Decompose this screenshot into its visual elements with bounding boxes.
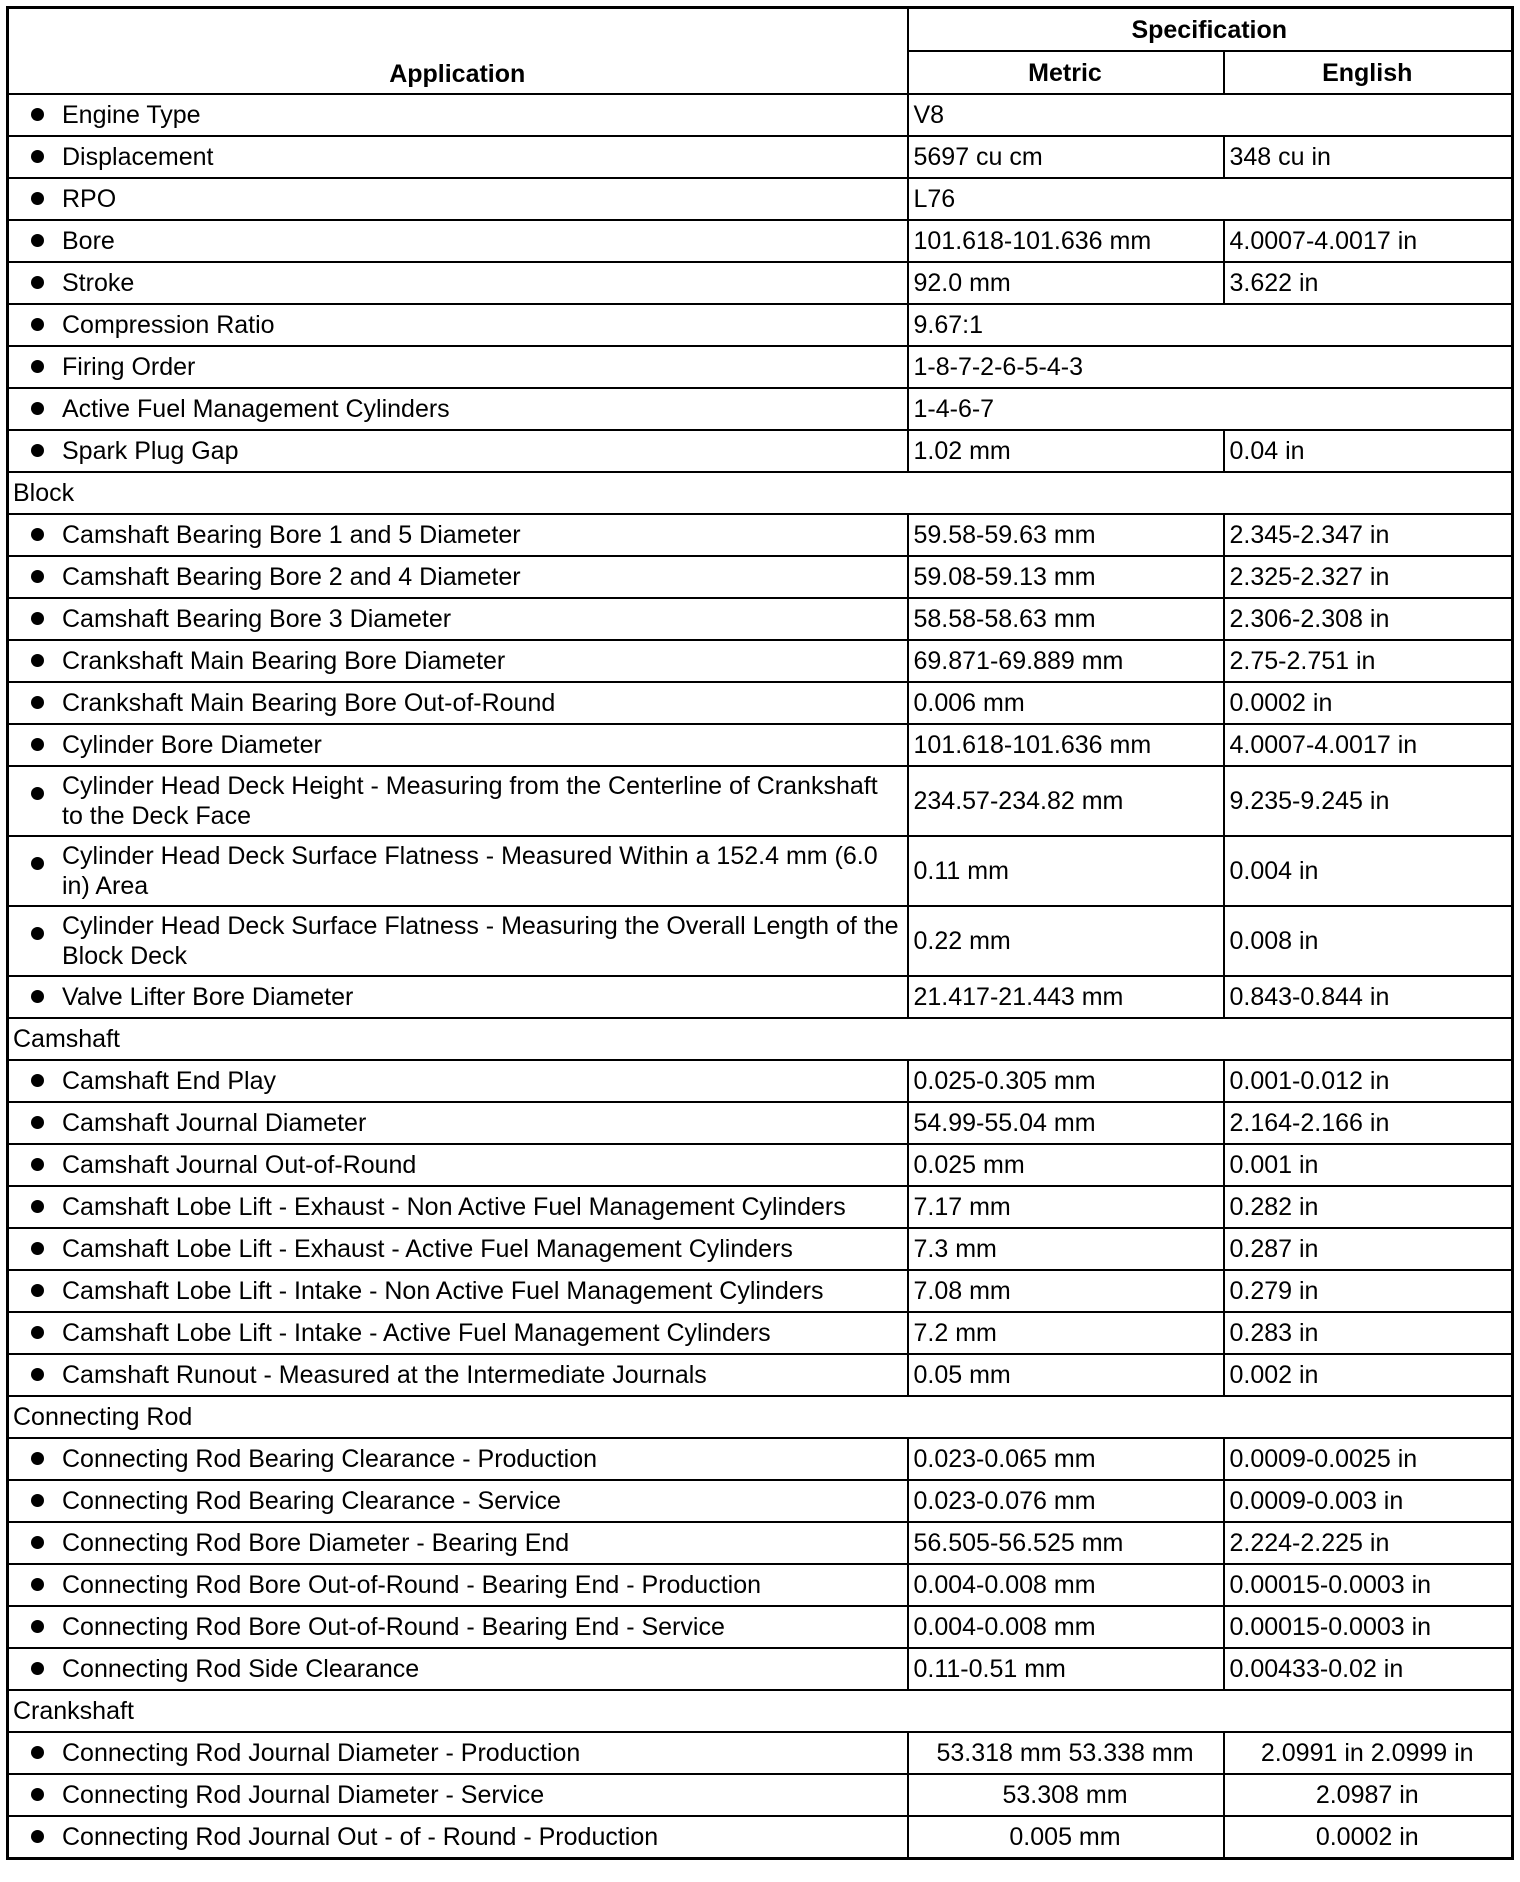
- metric-value: 59.08-59.13 mm: [908, 556, 1224, 598]
- application-label: Connecting Rod Bore Out-of-Round - Bearing End - Service: [62, 1613, 725, 1641]
- table-row: [8, 556, 1513, 598]
- metric-value: 53.308 mm: [908, 1774, 1224, 1816]
- application-label: Cylinder Head Deck Surface Flatness - Measured Within a 152.4 mm (6.0 in) Area: [62, 842, 878, 900]
- metric-value: 56.505-56.525 mm: [908, 1522, 1224, 1564]
- application-cell: [8, 598, 908, 640]
- application-cell: [8, 1102, 908, 1144]
- application-cell: [8, 682, 908, 724]
- bullet-icon: [31, 108, 44, 121]
- application-label: Camshaft Bearing Bore 2 and 4 Diameter: [62, 563, 521, 591]
- metric-value: 59.58-59.63 mm: [908, 514, 1224, 556]
- english-value: 0.0002 in: [1224, 1816, 1513, 1859]
- bullet-icon: [31, 1116, 44, 1129]
- application-label: Connecting Rod Bearing Clearance - Service: [62, 1487, 561, 1515]
- bullet-icon: [31, 1662, 44, 1675]
- application-cell: [8, 1564, 908, 1606]
- application-cell: [8, 1774, 908, 1816]
- english-value: 2.325-2.327 in: [1224, 556, 1513, 598]
- bullet-icon: [31, 1494, 44, 1507]
- spec-table-container: [6, 6, 1511, 1860]
- english-value: 0.287 in: [1224, 1228, 1513, 1270]
- bullet-icon: [31, 402, 44, 415]
- english-value: 0.008 in: [1224, 906, 1513, 976]
- application-cell: [8, 556, 908, 598]
- metric-value: 0.22 mm: [908, 906, 1224, 976]
- table-row: [8, 1774, 1513, 1816]
- english-value: 0.0009-0.003 in: [1224, 1480, 1513, 1522]
- application-cell: [8, 430, 908, 472]
- english-value: 2.0987 in: [1224, 1774, 1513, 1816]
- table-row: [8, 262, 1513, 304]
- metric-value: 69.871-69.889 mm: [908, 640, 1224, 682]
- bullet-icon: [31, 990, 44, 1003]
- application-label: Spark Plug Gap: [62, 437, 239, 465]
- application-label: Cylinder Bore Diameter: [62, 731, 322, 759]
- english-value: 2.306-2.308 in: [1224, 598, 1513, 640]
- application-label: Firing Order: [62, 353, 196, 381]
- metric-value: 9.67:1: [908, 304, 1513, 346]
- english-value: 0.001 in: [1224, 1144, 1513, 1186]
- application-cell: [8, 1060, 908, 1102]
- bullet-icon: [31, 1074, 44, 1087]
- metric-value: 0.025-0.305 mm: [908, 1060, 1224, 1102]
- metric-value: 5697 cu cm: [908, 136, 1224, 178]
- application-label: Connecting Rod Bearing Clearance - Production: [62, 1445, 598, 1473]
- header-metric: Metric: [908, 51, 1224, 94]
- section-title: Connecting Rod: [8, 1396, 1513, 1438]
- metric-value: 0.006 mm: [908, 682, 1224, 724]
- english-value: 0.0002 in: [1224, 682, 1513, 724]
- table-row: [8, 178, 1513, 220]
- bullet-icon: [31, 1284, 44, 1297]
- english-value: 0.04 in: [1224, 430, 1513, 472]
- english-value: 0.00015-0.0003 in: [1224, 1606, 1513, 1648]
- metric-value: 234.57-234.82 mm: [908, 766, 1224, 836]
- application-cell: [8, 1480, 908, 1522]
- table-body: [8, 94, 1513, 1859]
- table-row: [8, 514, 1513, 556]
- table-row: [8, 1732, 1513, 1774]
- bullet-icon: [31, 654, 44, 667]
- bullet-icon: [31, 1242, 44, 1255]
- application-label: Bore: [62, 227, 115, 255]
- bullet-icon: [31, 1158, 44, 1171]
- bullet-icon: [31, 1200, 44, 1213]
- metric-value: 7.3 mm: [908, 1228, 1224, 1270]
- metric-value: V8: [908, 94, 1513, 136]
- bullet-icon: [31, 1326, 44, 1339]
- bullet-icon: [31, 1620, 44, 1633]
- metric-value: 1.02 mm: [908, 430, 1224, 472]
- metric-value: 0.023-0.076 mm: [908, 1480, 1224, 1522]
- english-value: 348 cu in: [1224, 136, 1513, 178]
- application-label: Cylinder Head Deck Surface Flatness - Measuring the Overall Length of the Block Deck: [62, 912, 899, 970]
- bullet-icon: [31, 1578, 44, 1591]
- english-value: 2.164-2.166 in: [1224, 1102, 1513, 1144]
- application-cell: [8, 1816, 908, 1859]
- application-cell: [8, 1438, 908, 1480]
- application-label: Camshaft Runout - Measured at the Intermediate Journals: [62, 1361, 707, 1389]
- metric-value: 0.004-0.008 mm: [908, 1564, 1224, 1606]
- table-row: [8, 976, 1513, 1018]
- table-row: [8, 1312, 1513, 1354]
- table-row: [8, 1480, 1513, 1522]
- metric-value: 1-4-6-7: [908, 388, 1513, 430]
- bullet-icon: [31, 857, 44, 870]
- table-row: [8, 1816, 1513, 1859]
- bullet-icon: [31, 1830, 44, 1843]
- table-row: [8, 682, 1513, 724]
- table-row: [8, 1438, 1513, 1480]
- header-specification: Specification: [908, 8, 1513, 52]
- application-cell: [8, 1732, 908, 1774]
- application-label: Camshaft Bearing Bore 3 Diameter: [62, 605, 452, 633]
- application-label: Engine Type: [62, 101, 201, 129]
- metric-value: 0.005 mm: [908, 1816, 1224, 1859]
- metric-value: 58.58-58.63 mm: [908, 598, 1224, 640]
- table-row: [8, 304, 1513, 346]
- bullet-icon: [31, 150, 44, 163]
- application-label: Camshaft End Play: [62, 1067, 276, 1095]
- application-cell: [8, 1606, 908, 1648]
- table-row: [8, 136, 1513, 178]
- english-value: 0.00015-0.0003 in: [1224, 1564, 1513, 1606]
- application-cell: [8, 1522, 908, 1564]
- application-cell: [8, 94, 908, 136]
- application-label: Camshaft Lobe Lift - Exhaust - Non Active Fuel Management Cylinders: [62, 1193, 846, 1221]
- bullet-icon: [31, 787, 44, 800]
- table-row: [8, 1606, 1513, 1648]
- english-value: 0.0009-0.0025 in: [1224, 1438, 1513, 1480]
- application-cell: [8, 220, 908, 262]
- bullet-icon: [31, 1788, 44, 1801]
- english-value: 0.279 in: [1224, 1270, 1513, 1312]
- application-label: Valve Lifter Bore Diameter: [62, 983, 354, 1011]
- application-label: Camshaft Journal Diameter: [62, 1109, 367, 1137]
- table-row: [8, 906, 1513, 976]
- english-value: 0.843-0.844 in: [1224, 976, 1513, 1018]
- table-row: [8, 1564, 1513, 1606]
- application-label: Stroke: [62, 269, 135, 297]
- application-label: Connecting Rod Journal Diameter - Production: [62, 1739, 581, 1767]
- english-value: 0.004 in: [1224, 836, 1513, 906]
- metric-value: 101.618-101.636 mm: [908, 220, 1224, 262]
- metric-value: 0.025 mm: [908, 1144, 1224, 1186]
- application-label: Crankshaft Main Bearing Bore Diameter: [62, 647, 506, 675]
- metric-value: 53.318 mm 53.338 mm: [908, 1732, 1224, 1774]
- application-cell: [8, 766, 908, 836]
- application-label: Displacement: [62, 143, 214, 171]
- section-title: Camshaft: [8, 1018, 1513, 1060]
- bullet-icon: [31, 696, 44, 709]
- table-row: [8, 1354, 1513, 1396]
- english-value: 2.345-2.347 in: [1224, 514, 1513, 556]
- table-row: [8, 598, 1513, 640]
- english-value: 9.235-9.245 in: [1224, 766, 1513, 836]
- metric-value: 1-8-7-2-6-5-4-3: [908, 346, 1513, 388]
- english-value: 0.282 in: [1224, 1186, 1513, 1228]
- metric-value: 0.11 mm: [908, 836, 1224, 906]
- bullet-icon: [31, 1452, 44, 1465]
- english-value: 0.00433-0.02 in: [1224, 1648, 1513, 1690]
- english-value: 0.283 in: [1224, 1312, 1513, 1354]
- application-cell: [8, 136, 908, 178]
- application-label: Camshaft Lobe Lift - Intake - Active Fuel Management Cylinders: [62, 1319, 771, 1347]
- bullet-icon: [31, 360, 44, 373]
- metric-value: L76: [908, 178, 1513, 220]
- bullet-icon: [31, 234, 44, 247]
- application-label: Compression Ratio: [62, 311, 275, 339]
- section-row: [8, 1018, 1513, 1060]
- table-row: [8, 388, 1513, 430]
- english-value: 2.224-2.225 in: [1224, 1522, 1513, 1564]
- metric-value: 0.023-0.065 mm: [908, 1438, 1224, 1480]
- application-label: Connecting Rod Journal Diameter - Service: [62, 1781, 545, 1809]
- application-cell: [8, 1144, 908, 1186]
- bullet-icon: [31, 528, 44, 541]
- table-row: [8, 1102, 1513, 1144]
- application-label: RPO: [62, 185, 117, 213]
- table-row: [8, 430, 1513, 472]
- application-cell: [8, 178, 908, 220]
- table-row: [8, 1228, 1513, 1270]
- metric-value: 0.11-0.51 mm: [908, 1648, 1224, 1690]
- english-value: 3.622 in: [1224, 262, 1513, 304]
- section-row: [8, 1396, 1513, 1438]
- application-cell: [8, 724, 908, 766]
- bullet-icon: [31, 570, 44, 583]
- table-row: [8, 766, 1513, 836]
- application-label: Connecting Rod Bore Out-of-Round - Bearing End - Production: [62, 1571, 761, 1599]
- header-english: English: [1224, 51, 1513, 94]
- application-cell: [8, 1354, 908, 1396]
- metric-value: 7.08 mm: [908, 1270, 1224, 1312]
- bullet-icon: [31, 1536, 44, 1549]
- application-cell: [8, 836, 908, 906]
- section-row: [8, 472, 1513, 514]
- table-row: [8, 346, 1513, 388]
- header-application: Application: [8, 8, 908, 95]
- table-row: [8, 1186, 1513, 1228]
- section-title: Block: [8, 472, 1513, 514]
- english-value: 0.002 in: [1224, 1354, 1513, 1396]
- application-cell: [8, 1186, 908, 1228]
- application-cell: [8, 1648, 908, 1690]
- metric-value: 0.05 mm: [908, 1354, 1224, 1396]
- application-cell: [8, 1270, 908, 1312]
- bullet-icon: [31, 444, 44, 457]
- metric-value: 7.2 mm: [908, 1312, 1224, 1354]
- table-row: [8, 640, 1513, 682]
- application-cell: [8, 906, 908, 976]
- bullet-icon: [31, 192, 44, 205]
- table-row: [8, 94, 1513, 136]
- bullet-icon: [31, 318, 44, 331]
- application-cell: [8, 976, 908, 1018]
- application-label: Cylinder Head Deck Height - Measuring from the Centerline of Crankshaft to the Deck Face: [62, 772, 878, 830]
- bullet-icon: [31, 612, 44, 625]
- application-cell: [8, 1312, 908, 1354]
- specification-table: [6, 6, 1514, 1860]
- table-row: [8, 1522, 1513, 1564]
- application-cell: [8, 388, 908, 430]
- application-cell: [8, 1228, 908, 1270]
- english-value: 0.001-0.012 in: [1224, 1060, 1513, 1102]
- application-label: Camshaft Journal Out-of-Round: [62, 1151, 417, 1179]
- metric-value: 7.17 mm: [908, 1186, 1224, 1228]
- english-value: 4.0007-4.0017 in: [1224, 220, 1513, 262]
- english-value: 2.0991 in 2.0999 in: [1224, 1732, 1513, 1774]
- application-label: Connecting Rod Bore Diameter - Bearing End: [62, 1529, 570, 1557]
- table-row: [8, 1060, 1513, 1102]
- section-row: [8, 1690, 1513, 1732]
- application-label: Active Fuel Management Cylinders: [62, 395, 450, 423]
- application-cell: [8, 346, 908, 388]
- application-cell: [8, 262, 908, 304]
- bullet-icon: [31, 1368, 44, 1381]
- application-label: Camshaft Lobe Lift - Intake - Non Active Fuel Management Cylinders: [62, 1277, 824, 1305]
- application-label: Camshaft Lobe Lift - Exhaust - Active Fuel Management Cylinders: [62, 1235, 793, 1263]
- bullet-icon: [31, 738, 44, 751]
- english-value: 2.75-2.751 in: [1224, 640, 1513, 682]
- application-cell: [8, 304, 908, 346]
- metric-value: 54.99-55.04 mm: [908, 1102, 1224, 1144]
- metric-value: 92.0 mm: [908, 262, 1224, 304]
- application-cell: [8, 514, 908, 556]
- bullet-icon: [31, 276, 44, 289]
- metric-value: 101.618-101.636 mm: [908, 724, 1224, 766]
- application-label: Crankshaft Main Bearing Bore Out-of-Round: [62, 689, 556, 717]
- table-header: [8, 8, 1513, 95]
- application-label: Camshaft Bearing Bore 1 and 5 Diameter: [62, 521, 521, 549]
- table-row: [8, 1144, 1513, 1186]
- section-title: Crankshaft: [8, 1690, 1513, 1732]
- application-cell: [8, 640, 908, 682]
- application-label: Connecting Rod Side Clearance: [62, 1655, 420, 1683]
- application-label: Connecting Rod Journal Out - of - Round - Production: [62, 1823, 659, 1851]
- english-value: 4.0007-4.0017 in: [1224, 724, 1513, 766]
- bullet-icon: [31, 927, 44, 940]
- bullet-icon: [31, 1746, 44, 1759]
- metric-value: 21.417-21.443 mm: [908, 976, 1224, 1018]
- table-row: [8, 220, 1513, 262]
- table-row: [8, 1270, 1513, 1312]
- table-row: [8, 836, 1513, 906]
- metric-value: 0.004-0.008 mm: [908, 1606, 1224, 1648]
- table-row: [8, 1648, 1513, 1690]
- table-row: [8, 724, 1513, 766]
